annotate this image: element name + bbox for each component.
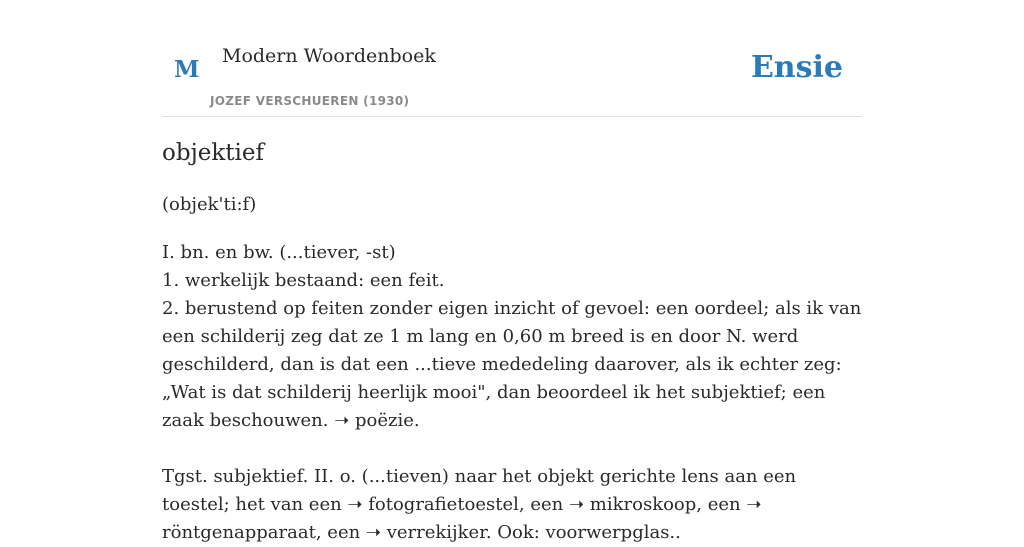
paragraph-gap (162, 435, 862, 463)
entry-pronunciation: (objek'ti:f) (162, 194, 257, 215)
dictionary-author: JOZEF VERSCHUEREN (1930) (210, 94, 410, 108)
entry-headword: objektief (162, 140, 264, 166)
dictionary-title[interactable]: Modern Woordenboek (222, 45, 436, 67)
definition-line-3: 2. berustend op feiten zonder eigen inzicht of gevoel: een oordeel; als ik van een schilderij zeg dat ze 1 m lang en 0,60 m breed is en door N. werd geschilderd, dan is dat een ...tieve mededeling daarover, als ik echter zeg: „Wat is dat schilderij heerlijk mooi", dan beoordeel ik het subjektief; een zaak beschouwen. ➝ poëzie. (162, 298, 862, 431)
definition-line-2: 1. werkelijk bestaand: een feit. (162, 270, 445, 291)
definition-line-1: I. bn. en bw. (...tiever, -st) (162, 242, 396, 263)
dictionary-logo[interactable]: M (174, 56, 200, 83)
definition-paragraph-2: Tgst. subjektief. II. o. (...tieven) naar het objekt gerichte lens aan een toestel; het van een ➝ fotografietoestel, een ➝ mikroskoop, een ➝ röntgenapparaat, een ➝ verrekijker. Ook: voorwerpglas.. (162, 466, 797, 543)
page-container (162, 0, 862, 543)
ensie-logo[interactable]: Ensie (750, 50, 843, 85)
entry-definition (162, 239, 862, 547)
site-header (162, 0, 862, 117)
